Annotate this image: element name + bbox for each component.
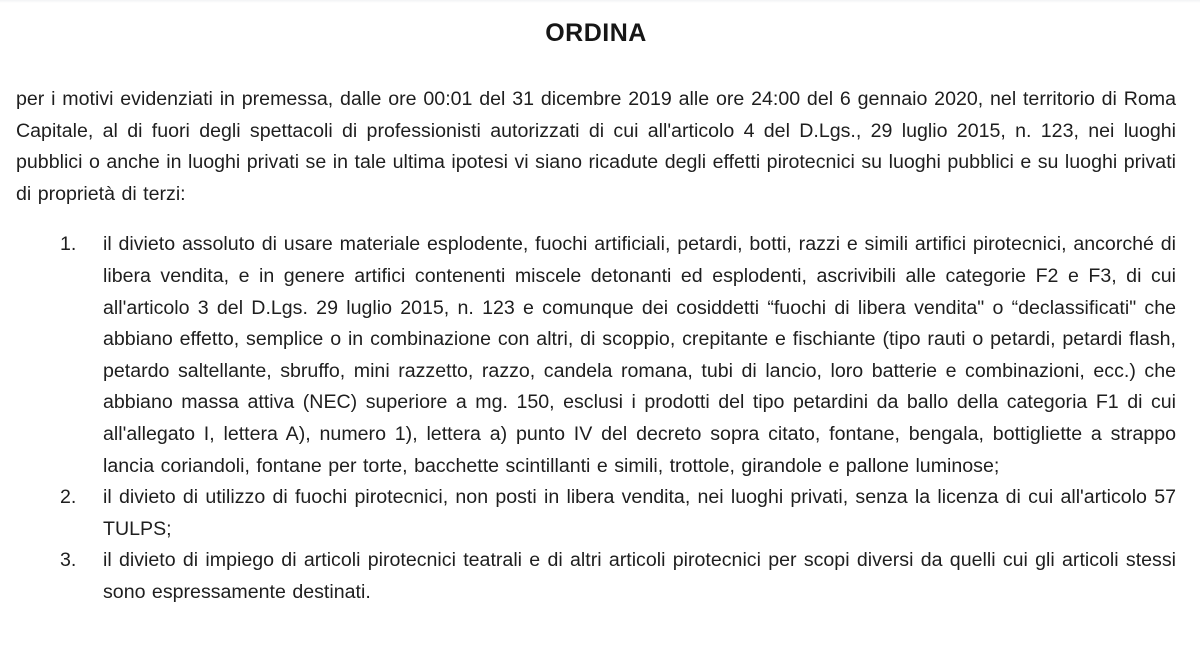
list-item-text: il divieto di impiego di articoli pirotecnici teatrali e di altri articoli pirotecnici per scopi diversi da quelli cui gli articoli stessi sono espressamente destinati. bbox=[103, 549, 1176, 603]
list-item bbox=[16, 545, 1176, 608]
intro-paragraph: per i motivi evidenziati in premessa, dalle ore 00:01 del 31 dicembre 2019 alle ore 24:00 del 6 gennaio 2020, nel territorio di Roma Capitale, al di fuori degli spettacoli di professionisti autorizzati di cui all'articolo 4 del D.Lgs., 29 luglio 2015, n. 123, nei luoghi pubblici o anche in luoghi privati se in tale ultima ipotesi vi siano ricadute degli effetti pirotecnici su luoghi pubblici e su luoghi privati di proprietà di terzi: bbox=[16, 88, 1176, 205]
list-item-text: il divieto assoluto di usare materiale esplodente, fuochi artificiali, petardi, botti, razzi e simili artifici pirotecnici, ancorché di libera vendita, e in genere artifici contenenti miscele detonanti ed esplodenti, ascrivibili alle categorie F2 e F3, di cui all'articolo 3 del D.Lgs. 29 luglio 2015, n. 123 e comunque dei cosiddetti “fuochi di libera vendita" o “declassificati" che abbiano effetto, semplice o in combinazione con altri, di scoppio, crepitante e fischiante (tipo rauti o petardi, petardi flash, petardo saltellante, sbruffo, mini razzetto, razzo, candela romana, tubi di lancio, loro batterie e combinazioni, ecc.) che abbiano massa attiva (NEC) superiore a mg. 150, esclusi i prodotti del tipo petardini da ballo della categoria F1 di cui all'allegato I, lettera A), numero 1), lettera a) punto IV del decreto sopra citato, fontane, bengala, bottigliette a strappo lancia coriandoli, fontane per torte, bacchette scintillanti e simili, trottole, girandole e pallone luminose; bbox=[103, 233, 1176, 477]
list-item-number: 2. bbox=[60, 486, 77, 509]
list-item-number: 1. bbox=[60, 233, 77, 256]
list-item-text: il divieto di utilizzo di fuochi pirotecnici, non posti in libera vendita, nei luoghi privati, senza la licenza di cui all'articolo 57 TULPS; bbox=[103, 486, 1176, 540]
list-item bbox=[16, 482, 1176, 545]
page-title: ORDINA bbox=[545, 19, 647, 47]
ordinance-list bbox=[16, 229, 1176, 608]
scan-edge-artifact bbox=[0, 0, 1200, 3]
list-item-number: 3. bbox=[60, 549, 77, 572]
list-item bbox=[16, 229, 1176, 482]
